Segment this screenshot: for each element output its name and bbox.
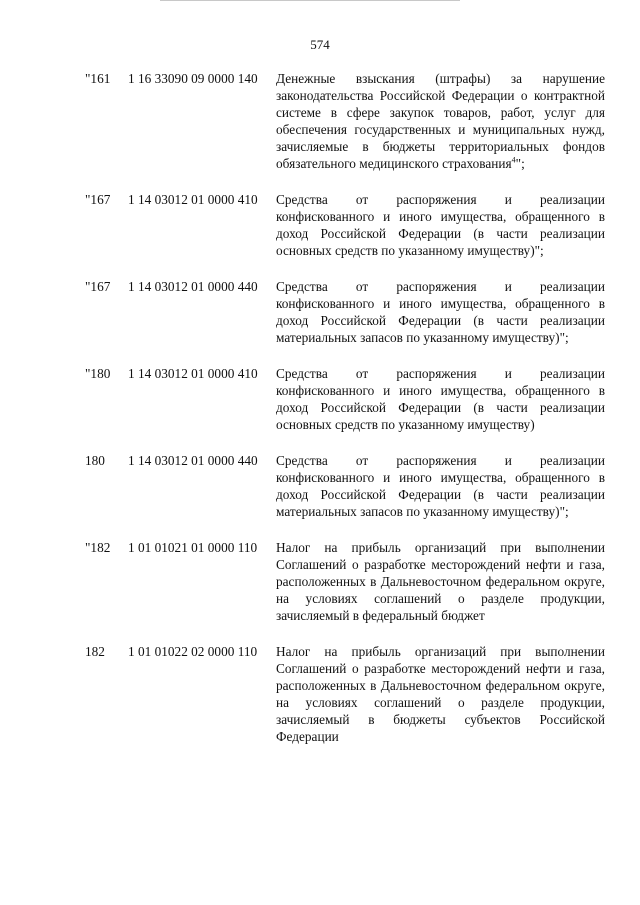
kbk-code: 1 01 01021 01 0000 110	[128, 540, 258, 555]
page-number: 574	[310, 37, 330, 52]
kbk-code: 1 14 03012 01 0000 410	[128, 366, 258, 381]
description-tail: ";	[515, 156, 525, 171]
budget-code-list	[0, 70, 640, 764]
list-item	[0, 452, 640, 520]
kbk-code: 1 16 33090 09 0000 140	[128, 71, 258, 86]
admin-code: "167	[85, 192, 111, 207]
kbk-code: 1 14 03012 01 0000 440	[128, 279, 258, 294]
entry-description: Налог на прибыль организаций при выполнении Соглашений о разработке месторождений нефти и газа, расположенных в Дальневосточном федеральном округе, на условиях соглашений о разделе продукции, зачисляемый в федеральный бюджет	[276, 540, 605, 623]
admin-code: "180	[85, 366, 111, 381]
admin-code: 180	[85, 453, 105, 468]
admin-code: 182	[85, 644, 105, 659]
kbk-code: 1 01 01022 02 0000 110	[128, 644, 258, 659]
admin-code: "167	[85, 279, 111, 294]
description-text: Денежные взыскания (штрафы) за нарушение законодательства Российской Федерации о контрактной системе в сфере закупок товаров, работ, услуг для обеспечения государственных и муниципальных нужд, зачисляемые в бюджеты территориальных фондов обязательного медицинского страхования	[276, 71, 605, 171]
entry-description: Средства от распоряжения и реализации конфискованного и иного имущества, обращенного в доход Российской Федерации (в части реализации основных средств по указанному имуществу)	[276, 366, 605, 432]
entry-description: Средства от распоряжения и реализации конфискованного и иного имущества, обращенного в доход Российской Федерации (в части реализации материальных запасов по указанному имуществу)";	[276, 279, 605, 345]
admin-code: "161	[85, 71, 111, 86]
top-rule	[160, 0, 460, 1]
kbk-code: 1 14 03012 01 0000 410	[128, 192, 258, 207]
list-item	[0, 365, 640, 433]
footnote-mark: 4	[511, 155, 516, 165]
list-item	[0, 643, 640, 745]
entry-description: Налог на прибыль организаций при выполнении Соглашений о разработке месторождений нефти и газа, расположенных в Дальневосточном федеральном округе, на условиях соглашений о разделе продукции, зачисляемый в бюджеты субъектов Российской Федерации	[276, 644, 605, 744]
entry-description	[276, 70, 605, 172]
entry-description: Средства от распоряжения и реализации конфискованного и иного имущества, обращенного в доход Российской Федерации (в части реализации материальных запасов по указанному имуществу)";	[276, 453, 605, 519]
list-item	[0, 191, 640, 259]
list-item	[0, 539, 640, 624]
list-item	[0, 70, 640, 172]
entry-description: Средства от распоряжения и реализации конфискованного и иного имущества, обращенного в доход Российской Федерации (в части реализации основных средств по указанному имуществу)";	[276, 192, 605, 258]
kbk-code: 1 14 03012 01 0000 440	[128, 453, 258, 468]
admin-code: "182	[85, 540, 111, 555]
list-item	[0, 278, 640, 346]
